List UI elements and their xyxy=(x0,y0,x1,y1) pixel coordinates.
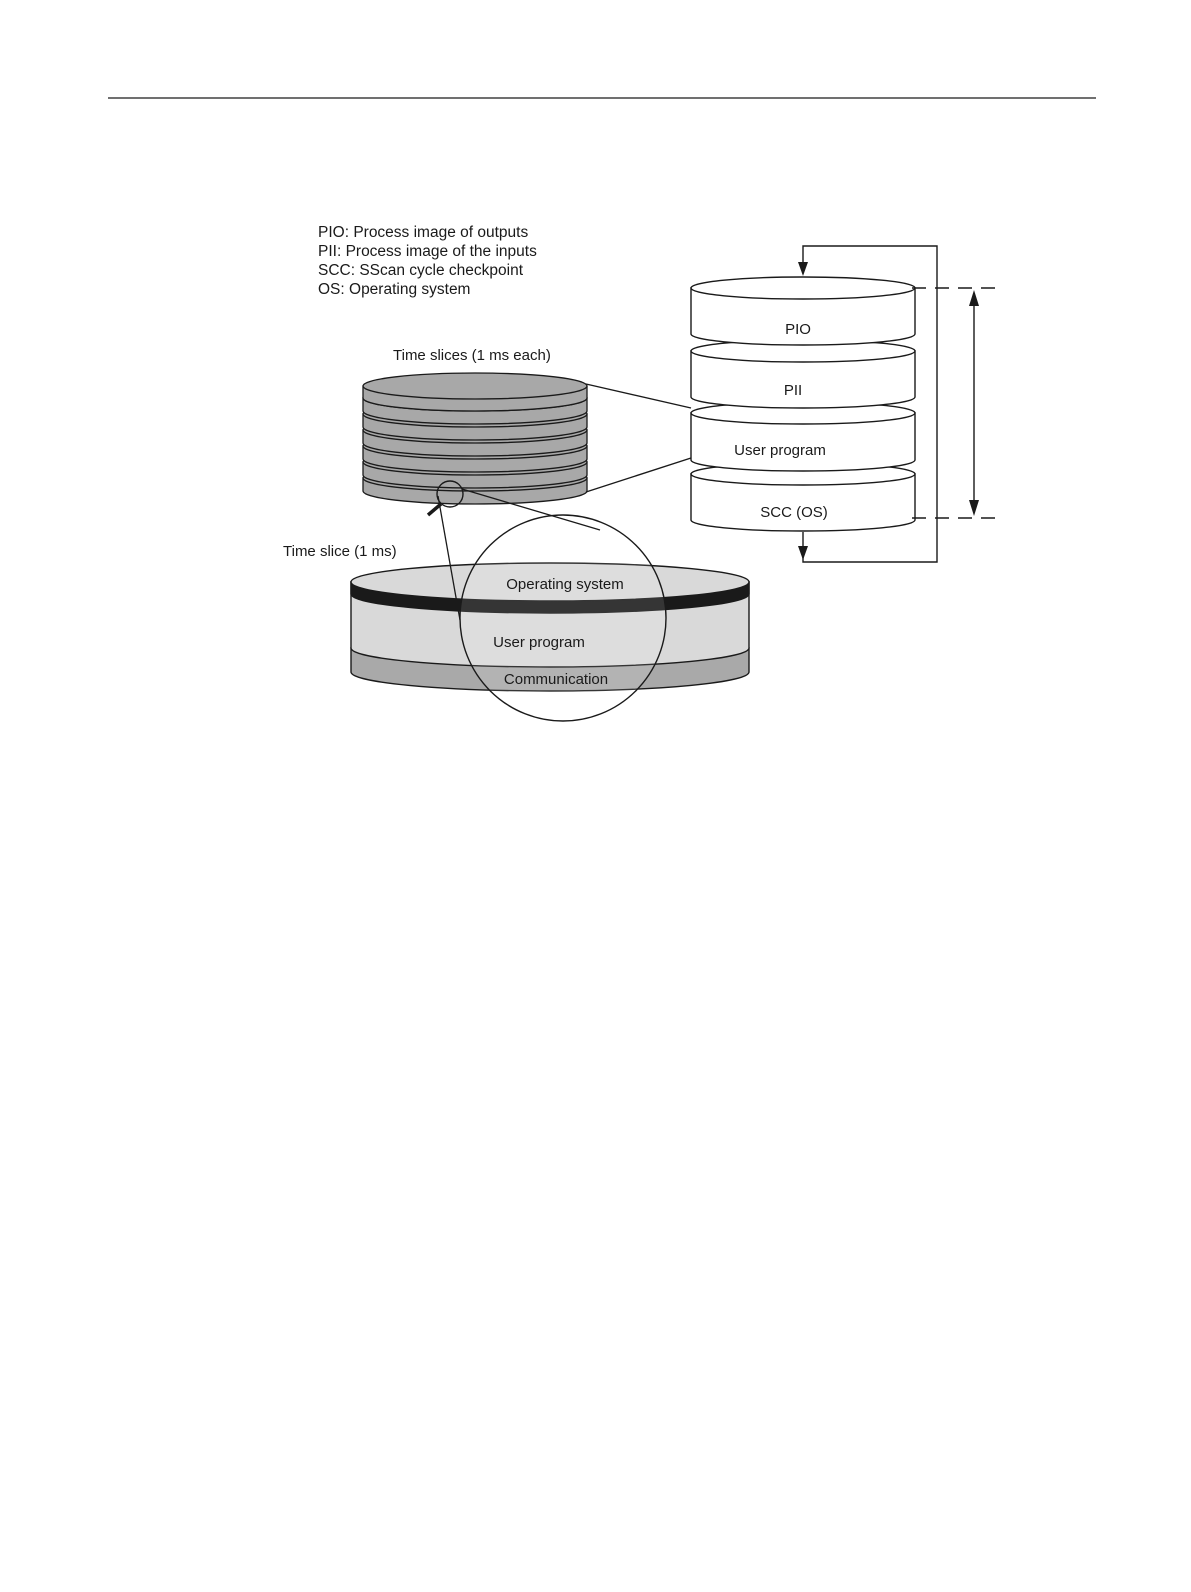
communication-label: Communication xyxy=(503,671,609,688)
legend xyxy=(318,224,537,298)
operating-system-label: Operating system xyxy=(506,576,624,593)
legend-pio: PIO: Process image of outputs xyxy=(318,224,529,241)
pio-label: PIO xyxy=(785,321,811,338)
connector-line xyxy=(586,458,691,492)
user-program-layer-label: User program xyxy=(493,634,585,651)
arrow-down-icon xyxy=(969,500,979,516)
arrow-down-icon xyxy=(798,262,808,276)
time-slice-disc xyxy=(363,373,587,399)
pii-label: PII xyxy=(783,382,803,399)
legend-scc: SCC: SScan cycle checkpoint xyxy=(318,262,524,279)
cycle-time-dimension xyxy=(912,288,1000,518)
cycle-stack xyxy=(691,277,915,531)
time-slice-label: Time slice (1 ms) xyxy=(283,543,397,560)
connector-line xyxy=(586,384,691,408)
legend-os: OS: Operating system xyxy=(318,281,471,298)
legend-pii: PII: Process image of the inputs xyxy=(318,243,537,260)
time-slices-label: Time slices (1 ms each) xyxy=(393,347,551,364)
user-program-label: User program xyxy=(734,442,826,459)
scc-label: SCC (OS) xyxy=(760,504,828,521)
pio-block-top xyxy=(691,277,915,299)
arrow-down-icon xyxy=(798,546,808,560)
magnified-area xyxy=(440,500,700,740)
arrow-up-icon xyxy=(969,290,979,306)
time-slices-stack xyxy=(363,373,587,504)
